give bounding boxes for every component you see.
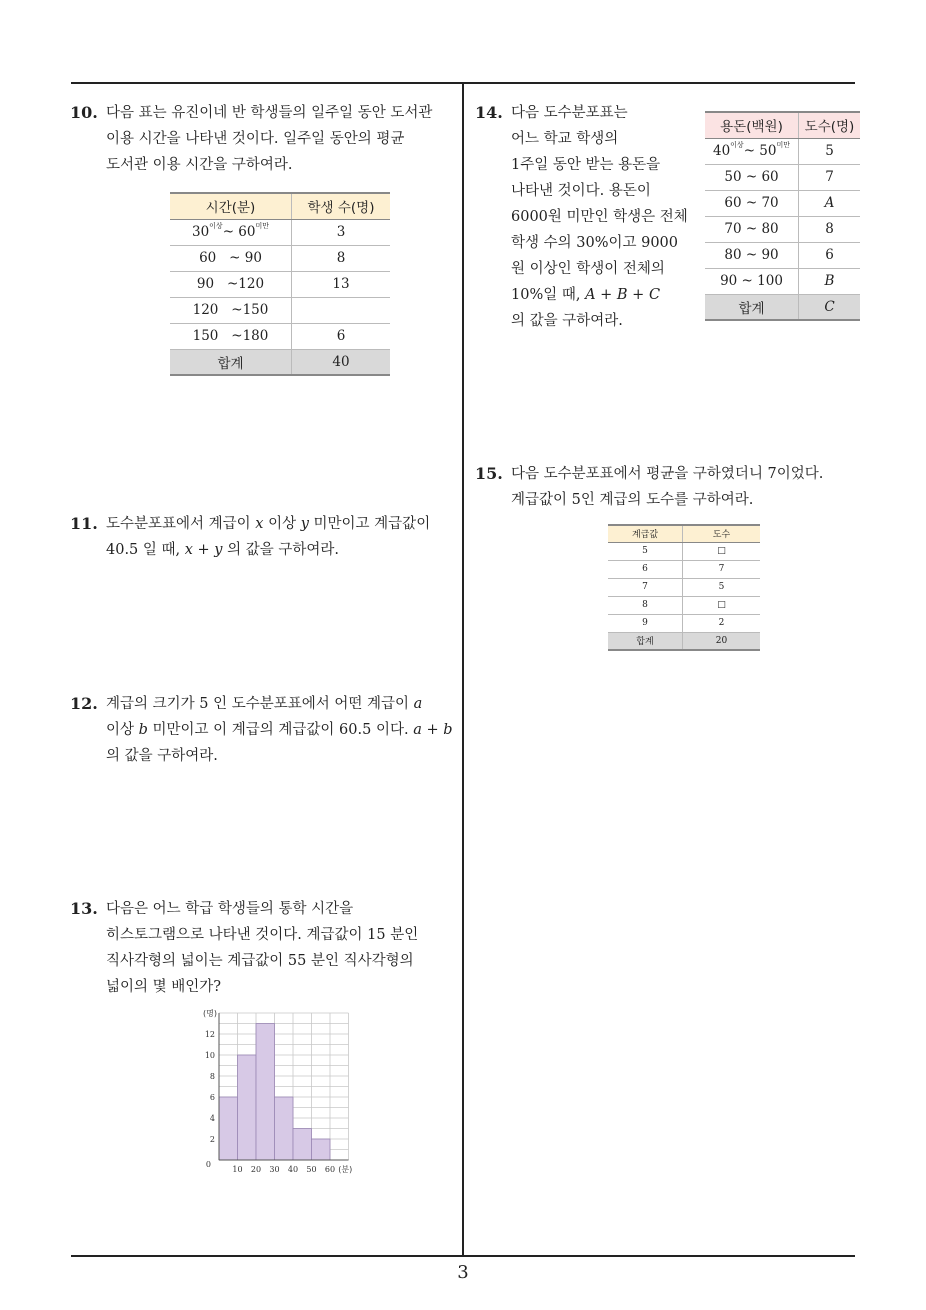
total-row: 합계 20 (608, 632, 760, 650)
question-text: 학생 수의 30%이고 9000 (511, 235, 678, 251)
x-tick-label: 20 (250, 1165, 262, 1174)
table-row: 90 ~120 13 (170, 271, 390, 297)
question-text: 나타낸 것이다. 용돈이 (511, 183, 651, 199)
question-text: 10%일 때, A + B + C (511, 287, 661, 303)
table-row: 7 5 (608, 578, 760, 596)
question-number: 10. (70, 103, 98, 122)
x-tick-label: 10 (232, 1165, 243, 1174)
question-text: 도서관 이용 시간을 구하여라. (106, 157, 293, 173)
bottom-rule (71, 1255, 855, 1257)
histogram-bar (238, 1055, 257, 1160)
question-text: 의 값을 구하여라. (106, 748, 218, 764)
question-number: 13. (70, 899, 98, 918)
table-row: $40^{이상}\sim$ $50^{미만}$ 5 (705, 138, 860, 164)
column-header: 용돈(백원) (705, 112, 799, 138)
question-text: 다음은 어느 학급 학생들의 통학 시간을 (106, 901, 354, 917)
question-14 (475, 100, 706, 334)
class-value-table (608, 524, 760, 651)
y-tick-label: 6 (209, 1093, 215, 1102)
page-number: 3 (457, 1262, 469, 1283)
question-text: 이용 시간을 나타낸 것이다. 일주일 동안의 평균 (106, 131, 405, 147)
question-number: 15. (475, 464, 503, 483)
histogram-bar (219, 1097, 238, 1160)
table-row: 6 7 (608, 560, 760, 578)
total-row: 합계 C (705, 294, 860, 320)
question-15 (475, 461, 871, 513)
column-header: 시간(분) (170, 193, 292, 219)
histogram-bar (275, 1097, 294, 1160)
question-number: 14. (475, 103, 503, 122)
y-tick-label: 0 (205, 1160, 211, 1169)
column-header: 도수(명) (799, 112, 861, 138)
question-text: 원 이상인 학생이 전체의 (511, 261, 665, 277)
table-row: 90 ~ 100 B (705, 268, 860, 294)
column-header: 도수 (683, 525, 761, 542)
question-text: 다음 표는 유진이네 반 학생들의 일주일 동안 도서관 (106, 105, 433, 121)
question-12 (70, 691, 458, 769)
question-number: 11. (70, 514, 98, 533)
y-tick-label: 4 (209, 1114, 215, 1123)
histogram-bar (312, 1139, 331, 1160)
y-axis-label: (명) (203, 1009, 217, 1018)
y-tick-label: 10 (204, 1051, 215, 1060)
total-row: 합계 40 (170, 349, 390, 375)
table-row: 70 ~ 80 8 (705, 216, 860, 242)
x-tick-label: 60 (324, 1165, 336, 1174)
question-text: 40.5 일 때, x + y 의 값을 구하여라. (106, 542, 339, 558)
y-tick-label: 8 (209, 1072, 215, 1081)
question-text: 어느 학교 학생의 (511, 131, 619, 147)
question-number: 12. (70, 694, 98, 713)
histogram-bar (256, 1024, 275, 1161)
x-axis-label: (분) (338, 1165, 353, 1174)
table-row: 60 ~ 90 8 (170, 245, 390, 271)
library-time-table (170, 192, 390, 376)
table-row: 8 □ (608, 596, 760, 614)
question-13 (70, 896, 456, 1000)
question-text: 히스토그램으로 나타낸 것이다. 계급값이 15 분인 (106, 927, 419, 943)
table-row: 50 ~ 60 7 (705, 164, 860, 190)
question-text: 넓이의 몇 배인가? (106, 979, 222, 995)
question-11 (70, 511, 456, 563)
question-text: 계급값이 5인 계급의 도수를 구하여라. (511, 492, 754, 508)
table-row: 9 2 (608, 614, 760, 632)
x-tick-label: 40 (287, 1165, 299, 1174)
column-divider (462, 82, 464, 1257)
question-text: 다음 도수분포표는 (511, 105, 628, 121)
y-tick-label: 12 (204, 1030, 215, 1039)
allowance-table (705, 111, 860, 321)
x-tick-label: 30 (269, 1165, 280, 1174)
question-text: 이상 b 미만이고 이 계급의 계급값이 60.5 이다. a + b (106, 722, 453, 738)
question-text: 6000원 미만인 학생은 전체 (511, 209, 688, 225)
table-row: 60 ~ 70 A (705, 190, 860, 216)
question-text: 1주일 동안 받는 용돈을 (511, 157, 661, 173)
question-text: 의 값을 구하여라. (511, 313, 623, 329)
histogram-bar (293, 1129, 312, 1161)
question-text: 도수분포표에서 계급이 x 이상 y 미만이고 계급값이 (106, 516, 431, 532)
table-row: 5 □ (608, 542, 760, 560)
column-header: 학생 수(명) (292, 193, 391, 219)
question-text: 계급의 크기가 5 인 도수분포표에서 어떤 계급이 a (106, 696, 423, 712)
histogram-chart (195, 1002, 370, 1182)
x-tick-label: 50 (306, 1165, 317, 1174)
question-10 (70, 100, 456, 178)
table-row: 120 ~150 (170, 297, 390, 323)
column-header: 계급값 (608, 525, 683, 542)
table-row: $30^{이상}\sim$ $60^{미만}$ 3 (170, 219, 390, 245)
y-tick-label: 2 (209, 1135, 215, 1144)
table-row: 80 ~ 90 6 (705, 242, 860, 268)
table-row: 150 ~180 6 (170, 323, 390, 349)
question-text: 직사각형의 넓이는 계급값이 55 분인 직사각형의 (106, 953, 414, 969)
question-text: 다음 도수분포표에서 평균을 구하였더니 7이었다. (511, 466, 824, 482)
